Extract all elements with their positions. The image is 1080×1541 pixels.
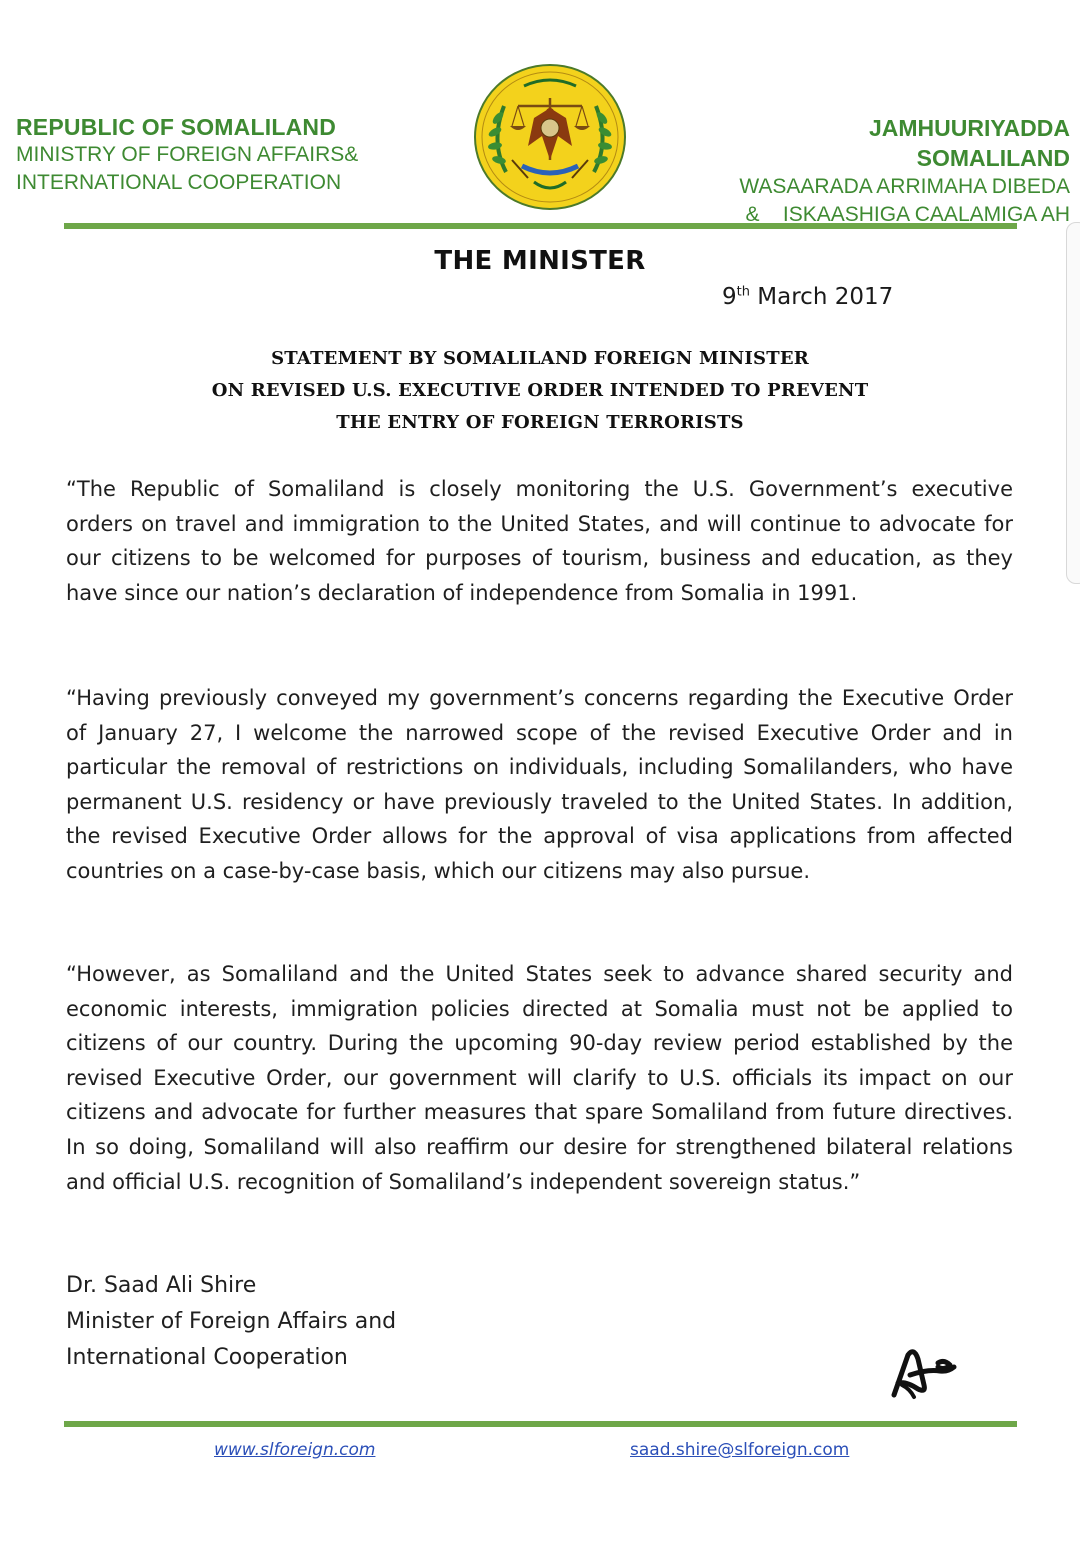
statement-paragraph-3: “However, as Somaliland and the United States seek to advance shared security and economic interests, immigration policies directed at Somalia must not be applied to citizens of our country. During the upcoming 90-day review period established by the revised Executive Order, our government will clarify to U.S. officials its impact on our citizens and advocate for further measures that spare Somaliland from future directives. In so doing, Somaliland will also reaffirm our desire for strengthened bilateral relations and official U.S. recognition of Somaliland’s independent sovereign status.” [66,962,1013,1194]
letterhead-left-line1: REPUBLIC OF SOMALILAND [16,114,336,140]
signatory-title-line1: Minister of Foreign Affairs and [66,1309,397,1334]
somaliland-coat-of-arms-icon [472,62,628,212]
footer-divider [64,1421,1017,1427]
statement-paragraph-2: “Having previously conveyed my government’s concerns regarding the Executive Order of January 27, I welcome the narrowed scope of the revised Executive Order and in particular the removal of restrictions on individuals, including Somalilanders, who have permanent U.S. residency or have previously traveled to the United States. In addition, the revised Executive Order allows for the approval of visa applications from affected countries on a case-by-case basis, which our citizens may also pursue. [66,686,1013,883]
letterhead-right-line3: WASAARADA ARRIMAHA DIBEDA [739,175,1070,198]
header-divider [64,223,1017,229]
letter-date [722,284,893,310]
letterhead-left-line3: INTERNATIONAL COOPERATION [16,171,342,194]
heading-line1: STATEMENT BY SOMALILAND FOREIGN MINISTER [271,348,809,369]
letterhead-right-line2: SOMALILAND [916,145,1070,171]
letterhead-right [650,113,1070,221]
date-day: 9 [722,284,737,310]
letterhead-left-line2: MINISTRY OF FOREIGN AFFAIRS& [16,143,359,166]
signatory-name: Dr. Saad Ali Shire [66,1273,257,1298]
email-link[interactable]: saad.shire@slforeign.com [630,1440,850,1460]
handwritten-signature-icon [888,1345,960,1401]
letterhead-right-line4: & ISKAASHIGA CAALAMIGA AH [745,203,1070,221]
statement-paragraph-1: “The Republic of Somaliland is closely monitoring the U.S. Government’s executive orders on travel and immigration to the United States, and will continue to advocate for our citizens to be welcomed for purposes of tourism, business and education, as they have since our nation’s declaration of independence from Somalia in 1991. [66,477,1013,605]
date-month-year: March 2017 [749,284,894,310]
statement-heading [0,343,1080,439]
office-title: THE MINISTER [434,246,646,276]
signatory-block [66,1268,396,1376]
date-ordinal: th [736,284,750,300]
letterhead-right-line1: JAMHUURIYADDA [868,115,1070,141]
website-link[interactable]: www.slforeign.com [214,1440,376,1460]
heading-line2: ON REVISED U.S. EXECUTIVE ORDER INTENDED TO PREVENT [211,380,869,401]
heading-line3: THE ENTRY OF FOREIGN TERRORISTS [336,412,744,433]
signatory-title-line2: International Cooperation [66,1345,348,1370]
page-edge-handle [1066,222,1080,584]
letterhead-left [16,113,446,197]
